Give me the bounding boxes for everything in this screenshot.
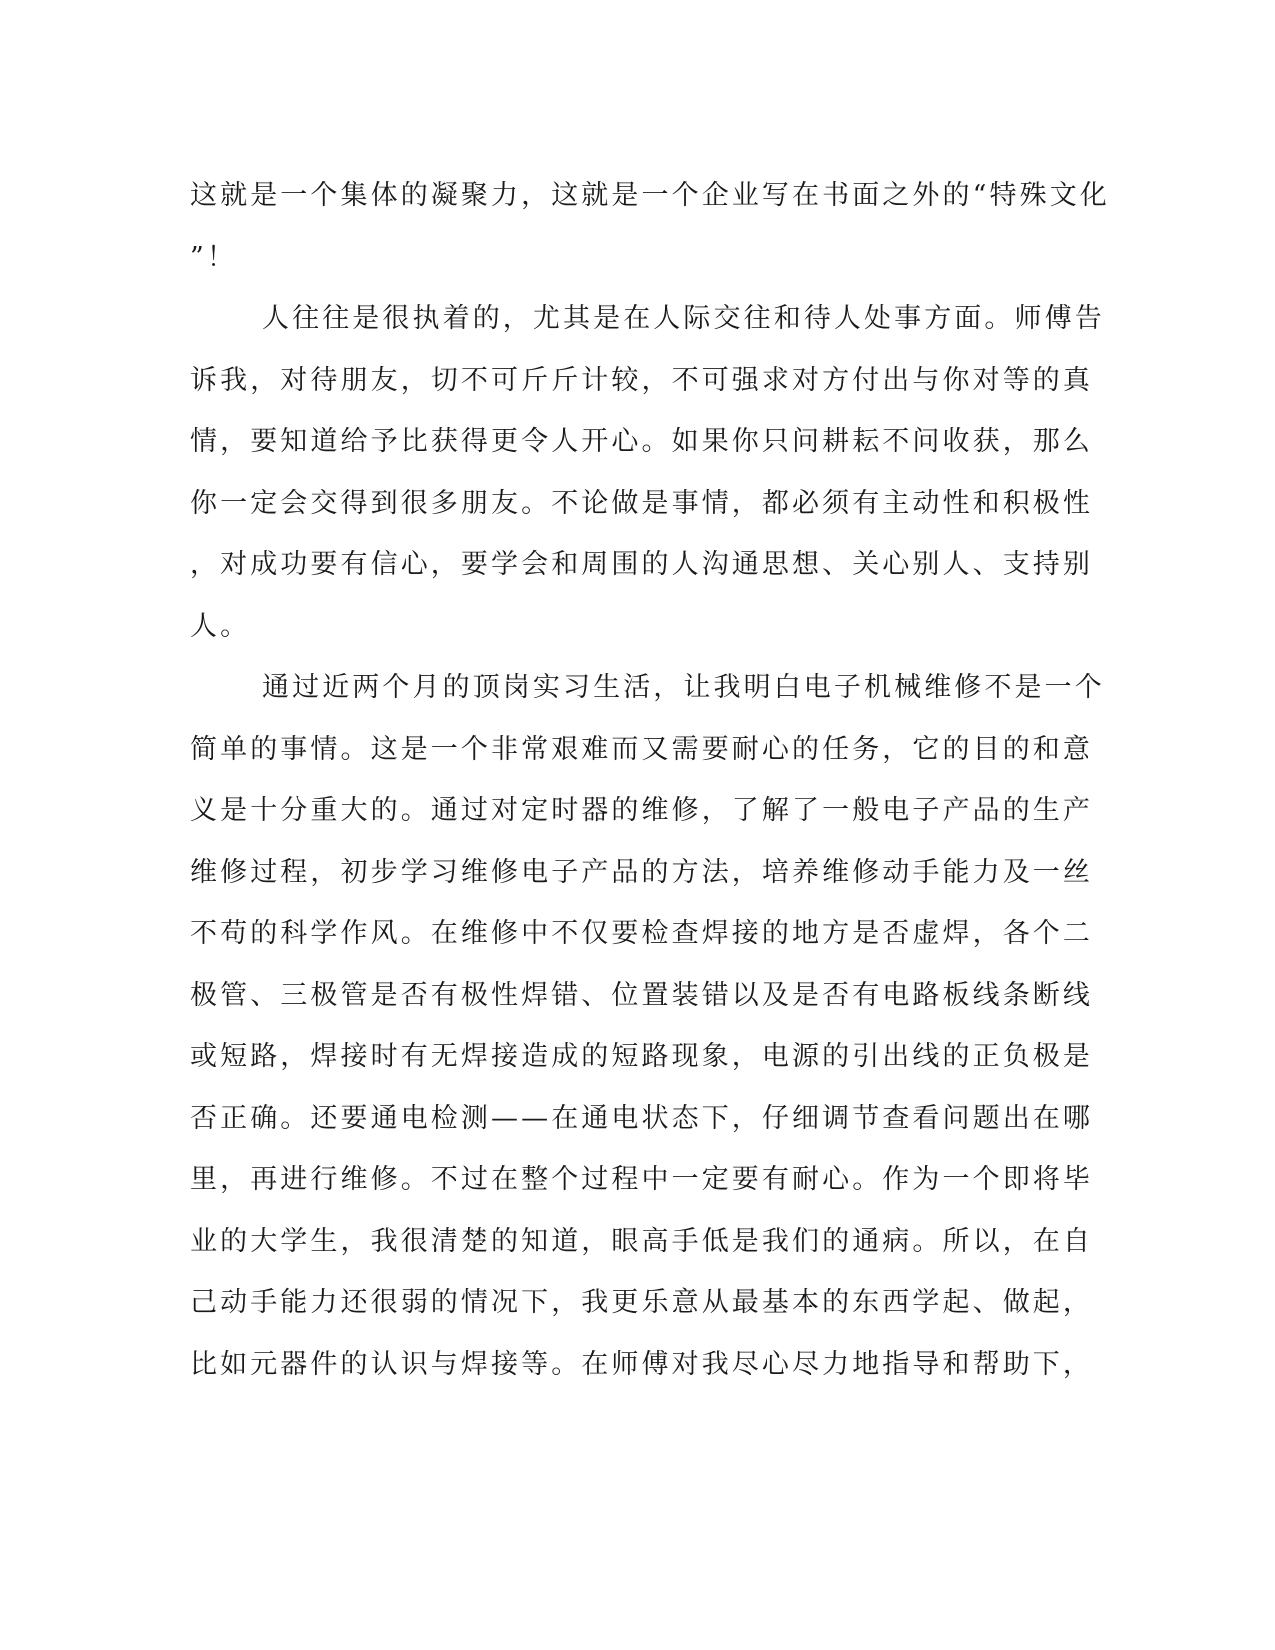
text-line: 人。 [190,610,251,642]
text-line: 简单的事情。这是一个非常艰难而又需要耐心的任务，它的目的和意 [190,733,1093,765]
document-body [190,165,1110,1395]
text-line: 业的大学生，我很清楚的知道，眼高手低是我们的通病。所以，在自 [190,1225,1093,1257]
text-line: 否正确。还要通电检测——在通电状态下，仔细调节查看问题出在哪 [190,1102,1093,1134]
text-line: ”！ [190,241,238,273]
text-line: 诉我，对待朋友，切不可斤斤计较，不可强求对方付出与你对等的真 [190,364,1093,396]
text-line: 或短路，焊接时有无焊接造成的短路现象，电源的引出线的正负极是 [190,1041,1093,1072]
text-line: ，对成功要有信心，要学会和周围的人沟通思想、关心别人、支持别 [190,549,1093,580]
text-line: 你一定会交得到很多朋友。不论做是事情，都必须有主动性和积极性 [190,487,1093,519]
text-line: 里，再进行维修。不过在整个过程中一定要有耐心。作为一个即将毕 [190,1164,1093,1195]
text-line: 己动手能力还很弱的情况下，我更乐意从最基本的东西学起、做起， [190,1287,1093,1318]
text-line: 维修过程，初步学习维修电子产品的方法，培养维修动手能力及一丝 [190,856,1093,888]
text-line: 极管、三极管是否有极性焊错、位置装错以及是否有电路板线条断线 [190,979,1093,1011]
paragraph-start-line: 通过近两个月的顶岗实习生活，让我明白电子机械维修不是一个 [262,672,1105,703]
paragraph-start-line: 人往往是很执着的，尤其是在人际交往和待人处事方面。师傅告 [262,303,1105,334]
text-line: 义是十分重大的。通过对定时器的维修，了解了一般电子产品的生产 [190,795,1093,826]
text-line: 情，要知道给予比获得更令人开心。如果你只问耕耘不问收获，那么 [190,426,1093,457]
text-line: 比如元器件的认识与焊接等。在师傅对我尽心尽力地指导和帮助下， [190,1348,1093,1380]
text-line: 这就是一个集体的凝聚力，这就是一个企业写在书面之外的“特殊文化 [190,180,1110,211]
text-line: 不苟的科学作风。在维修中不仅要检查焊接的地方是否虚焊，各个二 [190,918,1093,949]
